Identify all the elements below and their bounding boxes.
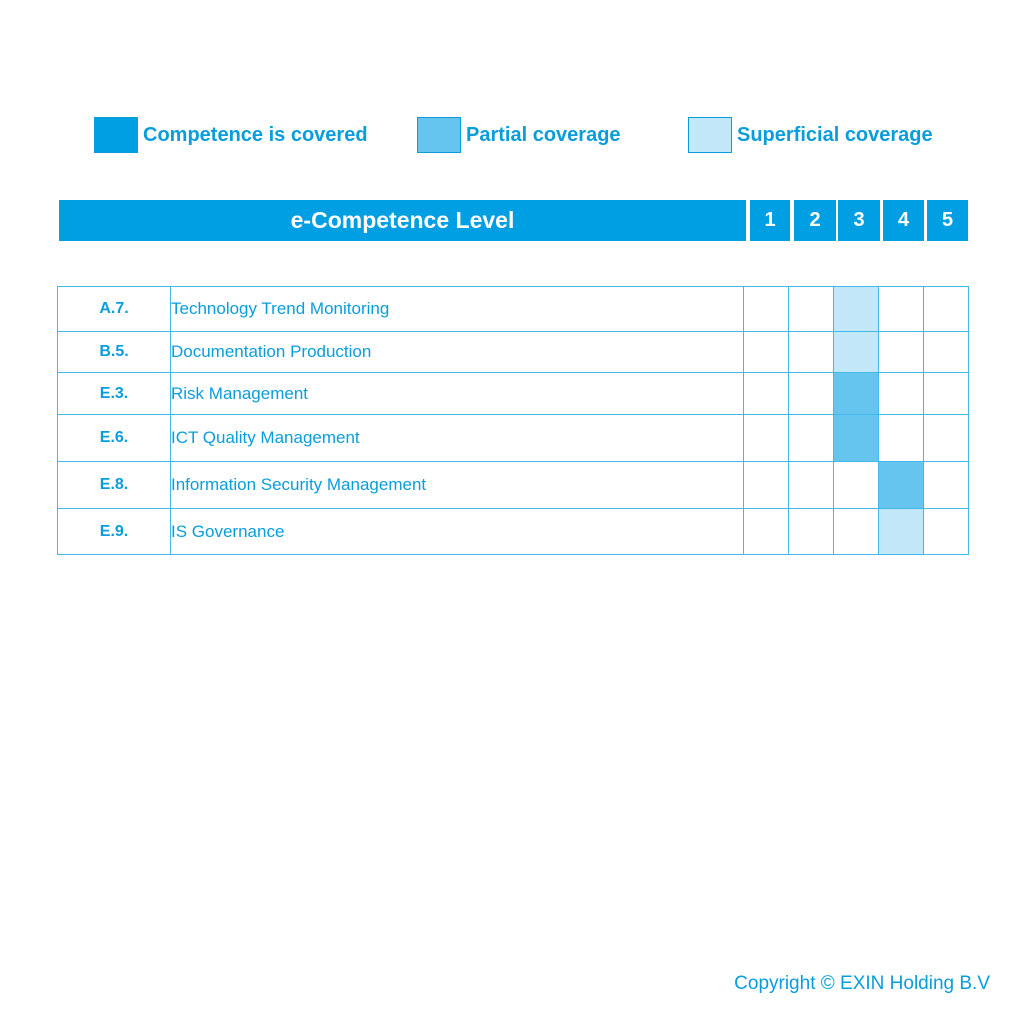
level-cell-4 (879, 332, 924, 373)
competence-name: Technology Trend Monitoring (171, 287, 744, 332)
competence-table (57, 286, 969, 555)
competence-name: Documentation Production (171, 332, 744, 373)
competence-name: ICT Quality Management (171, 415, 744, 462)
level-cell-1 (744, 332, 789, 373)
legend-item-covered (94, 116, 368, 154)
legend-swatch-partial (417, 117, 461, 153)
competence-code: E.6. (58, 415, 171, 462)
level-header-2: 2 (794, 200, 836, 241)
competence-name: IS Governance (171, 509, 744, 555)
level-cell-2 (789, 287, 834, 332)
level-cell-5 (924, 509, 969, 555)
level-cell-5 (924, 287, 969, 332)
competence-row (58, 332, 969, 373)
competence-code: E.9. (58, 509, 171, 555)
level-cell-3 (834, 509, 879, 555)
competence-row (58, 373, 969, 415)
legend-swatch-covered (94, 117, 138, 153)
competence-table-body (58, 287, 969, 555)
level-header-5: 5 (927, 200, 968, 241)
competence-row (58, 462, 969, 509)
level-cell-4-superficial (879, 509, 924, 555)
level-cell-3 (834, 462, 879, 509)
competence-row (58, 287, 969, 332)
legend-label-superficial: Superficial coverage (737, 123, 933, 146)
level-cell-3-superficial (834, 287, 879, 332)
level-header-3: 3 (838, 200, 880, 241)
competence-code: E.8. (58, 462, 171, 509)
level-cell-2 (789, 332, 834, 373)
legend-item-partial (417, 116, 621, 154)
competence-name: Information Security Management (171, 462, 744, 509)
level-cell-2 (789, 373, 834, 415)
level-header-title: e-Competence Level (59, 200, 746, 241)
competence-row (58, 509, 969, 555)
level-cell-4 (879, 287, 924, 332)
competence-code: B.5. (58, 332, 171, 373)
level-cell-1 (744, 462, 789, 509)
legend-label-partial: Partial coverage (466, 123, 621, 146)
competence-name: Risk Management (171, 373, 744, 415)
copyright-text: Copyright © EXIN Holding B.V (734, 973, 990, 994)
level-header-4: 4 (883, 200, 924, 241)
level-cell-4 (879, 373, 924, 415)
level-cell-4-partial (879, 462, 924, 509)
legend-label-covered: Competence is covered (143, 123, 368, 146)
level-cell-4 (879, 415, 924, 462)
level-header-1: 1 (750, 200, 790, 241)
legend-item-superficial (688, 116, 933, 154)
level-cell-5 (924, 462, 969, 509)
legend-swatch-superficial (688, 117, 732, 153)
competence-code: A.7. (58, 287, 171, 332)
level-cell-5 (924, 415, 969, 462)
level-cell-5 (924, 373, 969, 415)
level-cell-5 (924, 332, 969, 373)
level-cell-2 (789, 462, 834, 509)
level-cell-1 (744, 287, 789, 332)
level-cell-1 (744, 509, 789, 555)
level-cell-3-partial (834, 373, 879, 415)
level-cell-1 (744, 415, 789, 462)
level-cell-3-superficial (834, 332, 879, 373)
competence-row (58, 415, 969, 462)
competence-code: E.3. (58, 373, 171, 415)
level-cell-3-partial (834, 415, 879, 462)
level-cell-2 (789, 509, 834, 555)
level-cell-1 (744, 373, 789, 415)
level-cell-2 (789, 415, 834, 462)
